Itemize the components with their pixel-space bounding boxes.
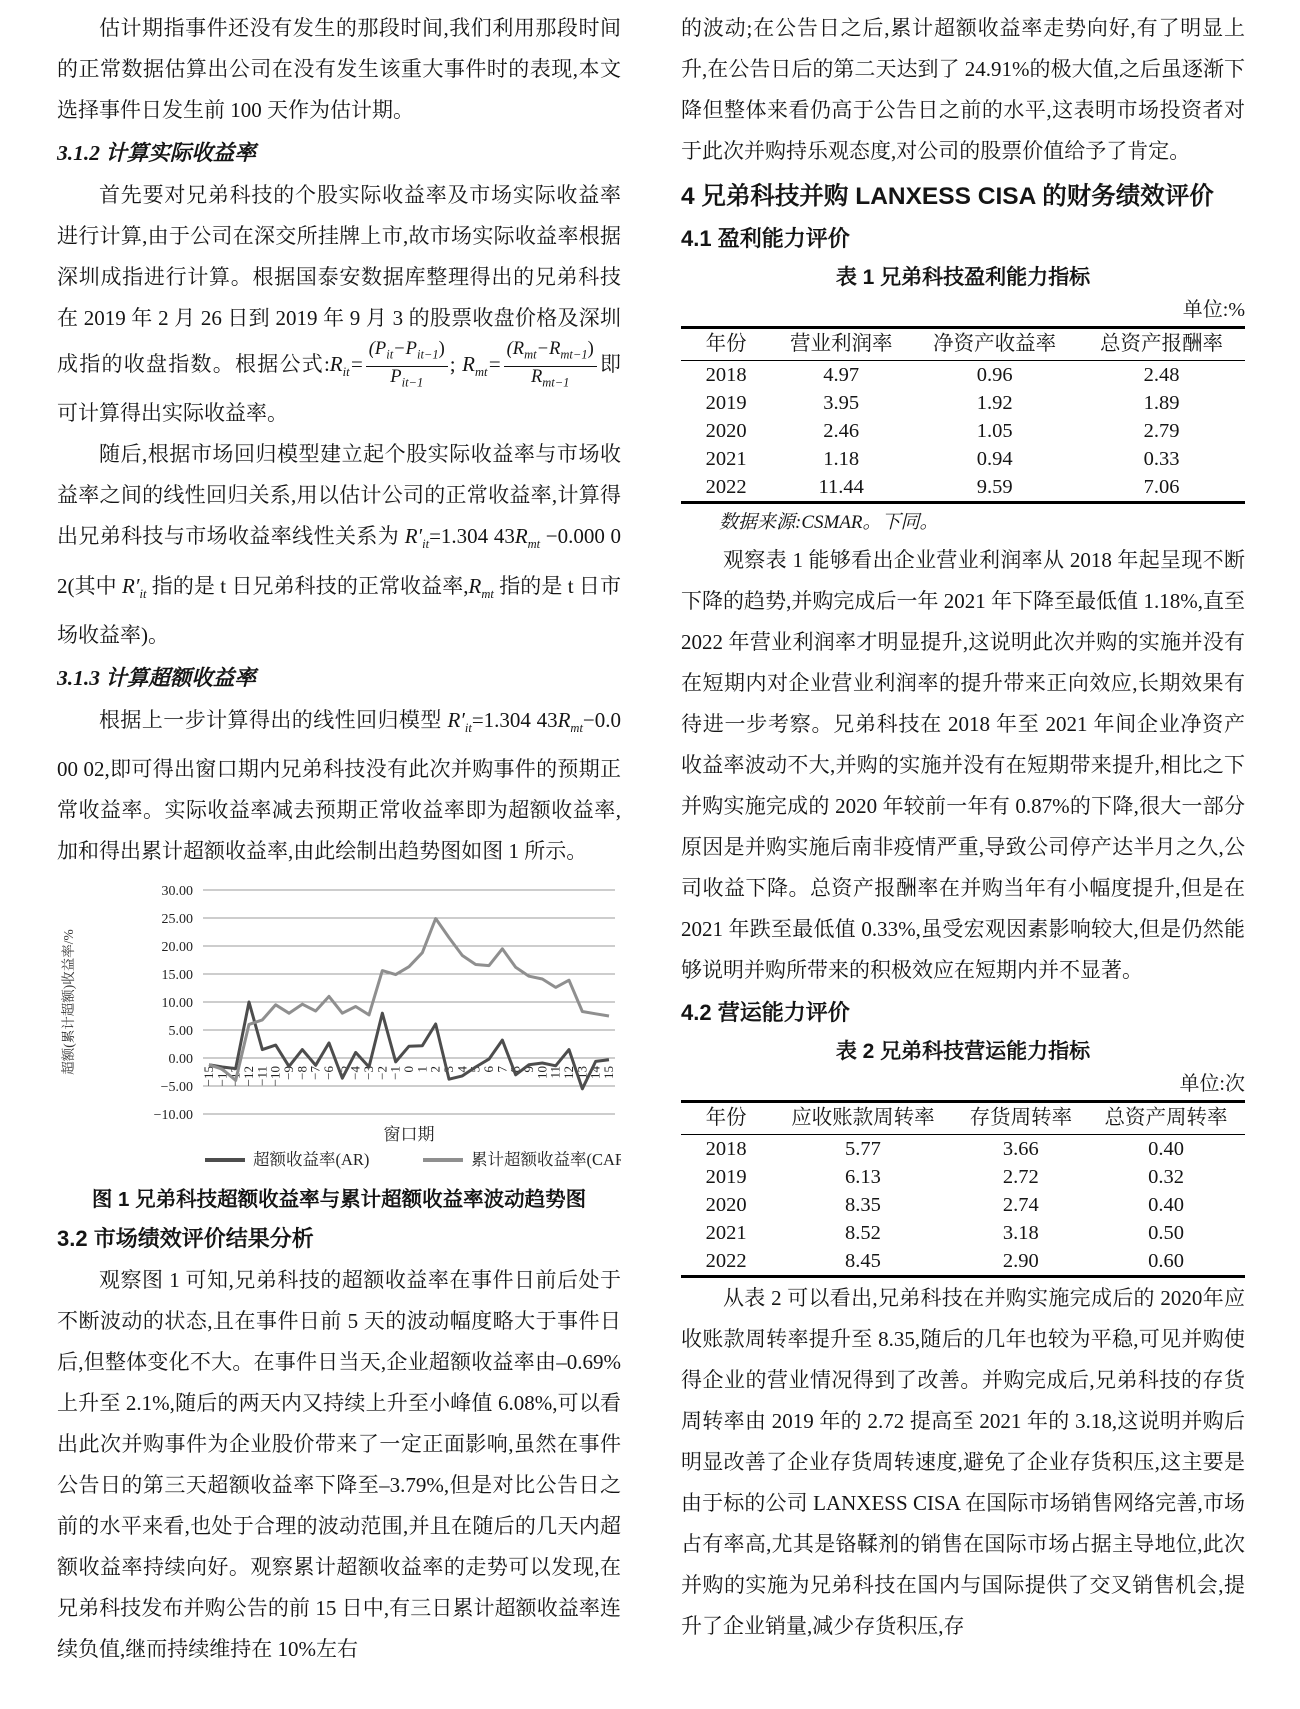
table-cell: 9.59 xyxy=(976,476,1013,498)
table-cell: 6.13 xyxy=(845,1166,881,1188)
table-cell: 4.97 xyxy=(823,364,860,386)
svg-text:5: 5 xyxy=(467,1065,483,1073)
svg-text:−4: −4 xyxy=(347,1065,363,1080)
heading-4-1: 4.1 盈利能力评价 xyxy=(681,226,850,251)
table-cell: 3.66 xyxy=(1002,1138,1039,1160)
svg-text:20.00: 20.00 xyxy=(161,939,193,955)
svg-text:−9: −9 xyxy=(281,1065,296,1080)
svg-text:窗口期: 窗口期 xyxy=(383,1124,435,1144)
table-cell: 2021 xyxy=(705,1222,747,1244)
svg-text:−2: −2 xyxy=(374,1065,390,1080)
svg-text:5.00: 5.00 xyxy=(168,1023,193,1039)
svg-text:8: 8 xyxy=(507,1065,523,1073)
table1-col-roa: 总资产报酬率 xyxy=(1100,333,1224,355)
table-cell: 7.06 xyxy=(1143,476,1180,498)
table-cell: 2022 xyxy=(705,1250,747,1272)
fraction-rit: $\frac{(P_{it}-P_{it-1})}{P_{it-1}}$ xyxy=(366,339,448,393)
table-cell: 0.40 xyxy=(1148,1194,1184,1216)
table-cell: 3.18 xyxy=(1002,1222,1039,1244)
svg-text:6: 6 xyxy=(481,1065,496,1073)
table-row xyxy=(681,1247,1245,1277)
table-cell: 0.60 xyxy=(1148,1250,1184,1272)
table-cell: 0.40 xyxy=(1148,1138,1184,1160)
svg-text:−13: −13 xyxy=(227,1065,243,1087)
heading-3-2: 3.2 市场绩效评价结果分析 xyxy=(57,1225,314,1251)
table-row xyxy=(681,1191,1245,1219)
table2-col-receivables-turnover: 应收账款周转率 xyxy=(791,1107,935,1129)
svg-text:累计超额收益率(CAR): 累计超额收益率(CAR) xyxy=(471,1149,621,1169)
table-row xyxy=(681,361,1245,390)
svg-text:3: 3 xyxy=(441,1065,456,1073)
table-cell: 2.48 xyxy=(1143,364,1180,386)
table-row xyxy=(681,417,1245,445)
svg-text:−10: −10 xyxy=(267,1065,283,1087)
svg-text:超额收益率(AR): 超额收益率(AR) xyxy=(253,1149,370,1169)
svg-text:7: 7 xyxy=(494,1065,510,1073)
heading-3-1-2: 3.1.2 计算实际收益率 xyxy=(57,141,256,165)
heading-4: 4 兄弟科技并购 LANXESS CISA 的财务绩效评价 xyxy=(681,183,1214,210)
svg-text:−5.00: −5.00 xyxy=(160,1079,193,1095)
svg-text:−5: −5 xyxy=(334,1065,350,1080)
table-cell: 2.74 xyxy=(1002,1194,1039,1216)
table-row xyxy=(681,473,1245,503)
paragraph-text: 首先要对兄弟科技的个股实际收益率及市场实际收益率进行计算,由于公司在深交所挂牌上市,故市场实际收益率根据深圳成指进行计算。根据国泰安数据库整理得出的兄弟科技在 2019 年 2 月 26 日到 2019 年 9 月 3 的股票收盘价格及深圳成指的收盘指数。根据公式: xyxy=(57,183,621,376)
table2-col-asset-turnover: 总资产周转率 xyxy=(1104,1107,1228,1129)
paragraph-operating-analysis: 从表 2 可以看出,兄弟科技在并购实施完成后的 2020年应收账款周转率提升至 8.35,随后的几年也较为平稳,可见并购使得企业的营业情况得到了改善。并购完成后,兄弟科技的存货周转率由 2019 年的 2.72 提高至 2021 年的 3.18,这说明并购后明显改善了企业存货周转速度,避免了企业存货积压,这主要是由于标的公司 LANXESS CISA 在国际市场销售网络完善,市场占有率高,尤其是铬鞣剂的销售在国际市场占据主导地位,此次并购的实施为兄弟科技在国内与国际提供了交叉销售机会,提升了企业销量,减少存货积压,存 xyxy=(681,1286,1245,1638)
table-cell: 1.89 xyxy=(1143,392,1180,414)
table-cell: 0.96 xyxy=(976,364,1013,386)
fraction-rmt: $\frac{(R_{mt}-R_{mt-1})}{R_{mt-1}}$ xyxy=(504,339,597,393)
figure1-caption: 图 1 兄弟科技超额收益率与累计超额收益率波动趋势图 xyxy=(91,1187,587,1211)
table-row xyxy=(681,1135,1245,1164)
svg-text:4: 4 xyxy=(454,1065,470,1073)
table1-profitability xyxy=(681,326,1245,504)
table-cell: 2.79 xyxy=(1143,420,1180,442)
table-cell: 2021 xyxy=(705,448,747,470)
table2-header-row xyxy=(681,1102,1245,1135)
svg-text:9: 9 xyxy=(521,1065,536,1073)
svg-text:−7: −7 xyxy=(307,1065,323,1080)
table-row xyxy=(681,389,1245,417)
svg-text:0: 0 xyxy=(401,1065,416,1073)
table2-operating-capability xyxy=(681,1100,1245,1278)
svg-text:−10.00: −10.00 xyxy=(153,1107,193,1123)
svg-text:15.00: 15.00 xyxy=(161,967,193,983)
table-cell: 1.92 xyxy=(976,392,1013,414)
table1-source-note: 数据来源:CSMAR。下同。 xyxy=(719,512,939,533)
svg-text:14: 14 xyxy=(587,1065,603,1079)
table-cell: 11.44 xyxy=(818,476,864,498)
table1-header-row xyxy=(681,328,1245,361)
table-cell: 2.90 xyxy=(1002,1250,1039,1272)
formula-rmt: $R_{mt}=$ xyxy=(462,352,502,380)
table-cell: 8.35 xyxy=(845,1194,881,1216)
table2-unit: 单位:次 xyxy=(1179,1073,1245,1095)
svg-text:超额(累计超额)收益率/%: 超额(累计超额)收益率/% xyxy=(61,929,76,1075)
table-row xyxy=(681,1219,1245,1247)
svg-text:15: 15 xyxy=(601,1065,616,1079)
table-row xyxy=(681,445,1245,473)
table-cell: 0.33 xyxy=(1143,448,1180,470)
table-cell: 2020 xyxy=(705,420,747,442)
table1-caption: 表 1 兄弟科技盈利能力指标 xyxy=(835,266,1091,289)
heading-4-2: 4.2 营运能力评价 xyxy=(681,1000,850,1025)
svg-text:−1: −1 xyxy=(387,1065,403,1080)
table-cell: 0.50 xyxy=(1148,1222,1184,1244)
svg-text:13: 13 xyxy=(574,1065,590,1079)
heading-3-1-3: 3.1.3 计算超额收益率 xyxy=(57,665,256,690)
table-row xyxy=(681,1163,1245,1191)
svg-text:30.00: 30.00 xyxy=(161,883,193,899)
table-cell: 2.46 xyxy=(823,420,860,442)
table1-col-year: 年份 xyxy=(705,333,747,355)
table-cell: 3.95 xyxy=(823,392,860,414)
table-cell: 1.18 xyxy=(823,448,860,470)
svg-text:12: 12 xyxy=(561,1065,576,1079)
table-cell: 2022 xyxy=(705,476,747,498)
svg-text:11: 11 xyxy=(547,1065,563,1079)
svg-text:−3: −3 xyxy=(361,1065,376,1080)
table-cell: 8.45 xyxy=(845,1250,881,1272)
paragraph-car-trend: 的波动;在公告日之后,累计超额收益率走势向好,有了明显上升,在公告日后的第二天达到了 24.91%的极大值,之后虽逐渐下降但整体来看仍高于公告日之前的水平,这表明市场投资者对于此次并购持乐观态度,对公司的股票价值给予了肯定。 xyxy=(681,16,1245,163)
table-cell: 8.52 xyxy=(845,1222,881,1244)
svg-text:−14: −14 xyxy=(214,1065,230,1087)
svg-text:−12: −12 xyxy=(241,1065,256,1087)
figure1-chart xyxy=(57,878,621,1178)
svg-text:−6: −6 xyxy=(321,1065,336,1080)
table-cell: 0.94 xyxy=(976,448,1013,470)
svg-text:10: 10 xyxy=(534,1065,550,1079)
table-cell: 2019 xyxy=(705,1166,747,1188)
svg-text:−11: −11 xyxy=(254,1065,270,1086)
formula-rit: $R_{it}=$ xyxy=(329,352,364,380)
table1-col-roe: 净资产收益率 xyxy=(933,333,1057,355)
paragraph-regression: 随后,根据市场回归模型建立起个股实际收益率与市场收益率之间的线性回归关系,用以估计公司的正常收益率,计算得出兄弟科技与市场收益率线性关系为 $R'_{it}=1.304$ $43R_{mt} -0.000$ 02(其中 $R'_{it}$ 指的是 t 日兄弟科技的正常收益率$,R_{mt}$ 指的是 t 日市场收益率)。 xyxy=(57,442,622,647)
table2-caption: 表 2 兄弟科技营运能力指标 xyxy=(835,1040,1091,1063)
table1-col-operating-margin: 营业利润率 xyxy=(789,333,893,355)
svg-text:−8: −8 xyxy=(294,1065,310,1080)
paragraph-profitability-analysis: 观察表 1 能够看出企业营业利润率从 2018 年起呈现不断下降的趋势,并购完成后一年 2021 年下降至最低值 1.18%,直至 2022 年营业利润率才明显提升,这说明此次并购的实施并没有在短期内对企业营业利润率的提升带来正向效应,长期效果有待进一步考察。兄弟科技在 2018 年至 2021 年间企业净资产收益率波动不大,并购的实施并没有在短期带来提升,相比之下并购实施完成的 2020 年较前一年有 0.87%的下降,很大一部分原因是并购实施后南非疫情严重,导致公司停产达半月之久,公司收益下降。总资产报酬率在并购当年有小幅度提升,但是在 2021 年跌至最低值 0.33%,虽受宏观因素影响较大,但是仍然能够说明并购所带来的积极效应在短期内并不显著。 xyxy=(681,548,1245,982)
paragraph-estimation-period: 估计期指事件还没有发生的那段时间,我们利用那段时间的正常数据估算出公司在没有发生该重大事件时的表现,本文选择事件日发生前 100 天作为估计期。 xyxy=(57,16,621,122)
table-cell: 2020 xyxy=(705,1194,747,1216)
left-column xyxy=(57,8,621,1709)
table-cell: 1.05 xyxy=(976,420,1013,442)
paragraph-text: 即可计算得出实际收益率。 xyxy=(57,352,621,426)
table-cell: 2018 xyxy=(705,1138,747,1160)
svg-text:25.00: 25.00 xyxy=(161,911,193,927)
svg-text:10.00: 10.00 xyxy=(161,995,193,1011)
table-cell: 2019 xyxy=(705,392,747,414)
svg-text:0.00: 0.00 xyxy=(168,1051,193,1067)
paragraph-actual-return: 首先要对兄弟科技的个股实际收益率及市场实际收益率进行计算,由于公司在深交所挂牌上市,故市场实际收益率根据深圳成指进行计算。根据国泰安数据库整理得出的兄弟科技在 2019 年 2 月 26 日到 2019 年 9 月 3 的股票收盘价格及深圳成指的收盘指数。根据公式$:R_{it}=$ $\frac{(P_{it}-P_{it-1})}{P_{it-1}}$ ; $R_{mt}=$ $\frac{(R_{mt}-R_{mt-1})}{R_{mt-1}}$ 即可计算得出实际收益率。 xyxy=(57,183,621,426)
table-cell: 2018 xyxy=(705,364,747,386)
table-cell: 5.77 xyxy=(845,1138,881,1160)
svg-text:2: 2 xyxy=(427,1065,443,1073)
table-cell: 2.72 xyxy=(1002,1166,1039,1188)
table2-col-inventory-turnover: 存货周转率 xyxy=(969,1107,1073,1129)
paragraph-market-performance: 观察图 1 可知,兄弟科技的超额收益率在事件日前后处于不断波动的状态,且在事件日前 5 天的波动幅度略大于事件日后,但整体变化不大。在事件日当天,企业超额收益率由–0.69%上升至 2.1%,随后的两天内又持续上升至小峰值 6.08%,可以看出此次并购事件为企业股价带来了一定正面影响,虽然在事件公告日的第三天超额收益率下降至–3.79%,但是对比公告日之前的水平来看,也处于合理的波动范围,并且在随后的几天内超额收益率持续向好。观察累计超额收益率的走势可以发现,在兄弟科技发布并购公告的前 15 日中,有三日累计超额收益率连续负值,继而持续维持在 10%左右 xyxy=(57,1267,621,1661)
table2-col-year: 年份 xyxy=(705,1107,747,1129)
table1-unit: 单位:% xyxy=(1182,299,1245,321)
svg-text:1: 1 xyxy=(414,1065,430,1073)
table-cell: 0.32 xyxy=(1148,1166,1184,1188)
figure1 xyxy=(57,878,621,1217)
svg-text:−15: −15 xyxy=(201,1065,216,1087)
paragraph-abnormal-return: 根据上一步计算得出的线性回归模型 $R'_{it}=1.304$ $43R_{mt}-0.000$ 02,即可得出窗口期内兄弟科技没有此次并购事件的预期正常收益率。实际收益率减去预期正常收益率即为超额收益率,加和得出累计超额收益率,由此绘制出趋势图如图 1 所示。 xyxy=(57,707,622,863)
right-column xyxy=(681,8,1245,1709)
